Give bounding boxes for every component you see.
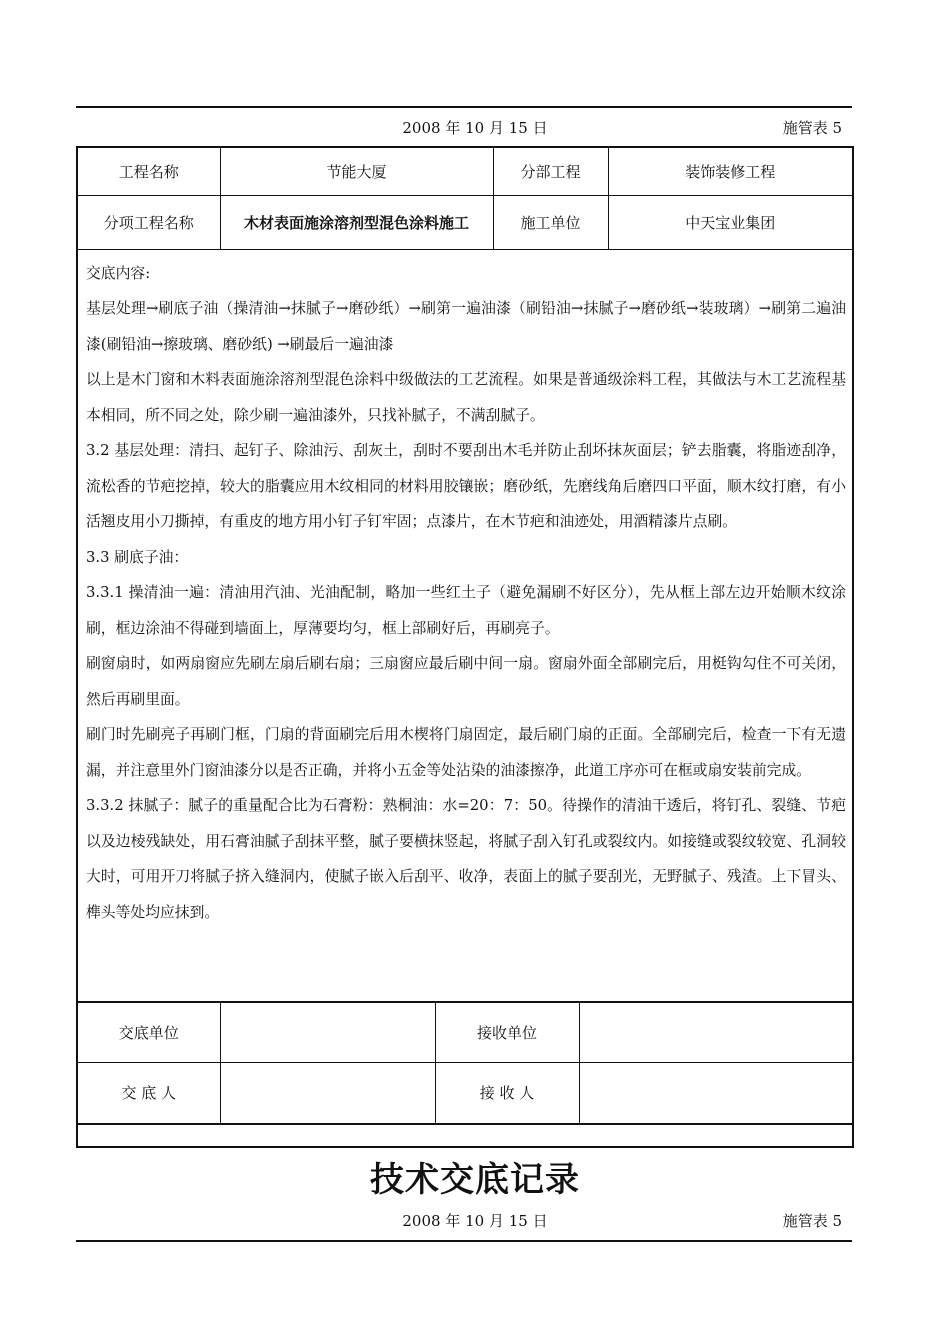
content-paragraph: 3.2 基层处理：清扫、起钉子、除油污、刮灰土，刮时不要刮出木毛并防止刮坏抹灰面层；铲去脂囊，将脂迹刮净，流松香的节疤挖掉，较大的脂囊应用木纹相同的材料用胶镶嵌；磨砂纸，先磨线角后磨四口平面，顺木纹打磨，有小活翘皮用小刀撕掉，有重皮的地方用小钉子钉牢固；点漆片，在木节疤和油迹处，用酒精漆片点刷。 xyxy=(86,442,846,530)
content-paragraph: 刷门时先刷亮子再刷门框，门扇的背面刷完后用木楔将门扇固定，最后刷门扇的正面。全部刷完后，检查一下有无遗漏，并注意里外门窗油漆分以是否正确，并将小五金等处沾染的油漆擦净，此道工序亦可在框或扇安装前完成。 xyxy=(86,726,846,779)
receiver-person-field[interactable] xyxy=(579,1062,853,1124)
content-paragraph: 3.3.1 操清油一遍：清油用汽油、光油配制，略加一些红土子（避免漏刷不好区分），先从框上部左边开始顺木纹涂刷，框边涂油不得碰到墙面上，厚薄要均匀，框上部刷好后，再刷亮子。 xyxy=(86,584,846,637)
bottom-rule xyxy=(76,1240,852,1242)
signoff-table xyxy=(76,1001,854,1125)
page-title: 技术交底记录 xyxy=(370,1160,580,1200)
content-paragraph: 以上是木门窗和木料表面施涂溶剂型混色涂料中级做法的工艺流程。如果是普通级涂料工程，其做法与木工艺流程基本相同，所不同之处，除少刷一遍油漆外，只找补腻子，不满刮腻子。 xyxy=(86,371,846,424)
issuer-person-label: 交 底 人 xyxy=(77,1062,220,1124)
issuer-person-field[interactable] xyxy=(220,1062,435,1124)
content-paragraph: 3.3 刷底子油： xyxy=(86,548,189,566)
receiver-unit-label: 接收单位 xyxy=(435,1002,579,1062)
content-paragraph: 基层处理→刷底子油（操清油→抹腻子→磨砂纸）→刷第一遍油漆（刷铅油→抹腻子→磨砂纸→装玻璃）→刷第二遍油漆(刷铅油→擦玻璃、磨砂纸) →刷最后一遍油漆 xyxy=(86,300,846,353)
project-name-label: 工程名称 xyxy=(77,147,220,195)
project-name-value: 节能大厦 xyxy=(220,147,493,195)
top-rule xyxy=(76,106,852,108)
contractor-value: 中天宝业集团 xyxy=(608,195,853,249)
receiver-unit-field[interactable] xyxy=(579,1002,853,1062)
division-value: 装饰装修工程 xyxy=(608,147,853,195)
content-paragraph: 刷窗扇时，如两扇窗应先刷左扇后刷右扇；三扇窗应最后刷中间一扇。窗扇外面全部刷完后，用梃钩勾住不可关闭，然后再刷里面。 xyxy=(86,655,846,708)
disclosure-form xyxy=(76,146,854,1148)
issuer-unit-label: 交底单位 xyxy=(77,1002,220,1062)
contractor-label: 施工单位 xyxy=(493,195,608,249)
issuer-unit-field[interactable] xyxy=(220,1002,435,1062)
subitem-label: 分项工程名称 xyxy=(77,195,220,249)
receiver-person-label: 接 收 人 xyxy=(435,1062,579,1124)
subitem-value: 木材表面施涂溶剂型混色涂料施工 xyxy=(220,195,493,249)
content-paragraph: 3.3.2 抹腻子：腻子的重量配合比为石膏粉：熟桐油：水=20：7：50。待操作的清油干透后，将钉孔、裂缝、节疤以及边棱残缺处，用石膏油腻子刮抹平整，腻子要横抹竖起，将腻子刮入钉孔或裂纹内。如接缝或裂纹较宽、孔洞较大时，可用开刀将腻子挤入缝洞内，使腻子嵌入后刮平、收净，表面上的腻子要刮光，无野腻子、残渣。上下冒头、榫头等处均应抹到。 xyxy=(86,797,846,921)
record-date: 2008 年 10 月 15 日 xyxy=(402,119,548,137)
form-number: 施管表 5 xyxy=(782,119,842,137)
footer-form-number: 施管表 5 xyxy=(782,1212,842,1230)
footer-date: 2008 年 10 月 15 日 xyxy=(402,1212,548,1230)
division-label: 分部工程 xyxy=(493,147,608,195)
content-heading: 交底内容: xyxy=(86,264,151,282)
